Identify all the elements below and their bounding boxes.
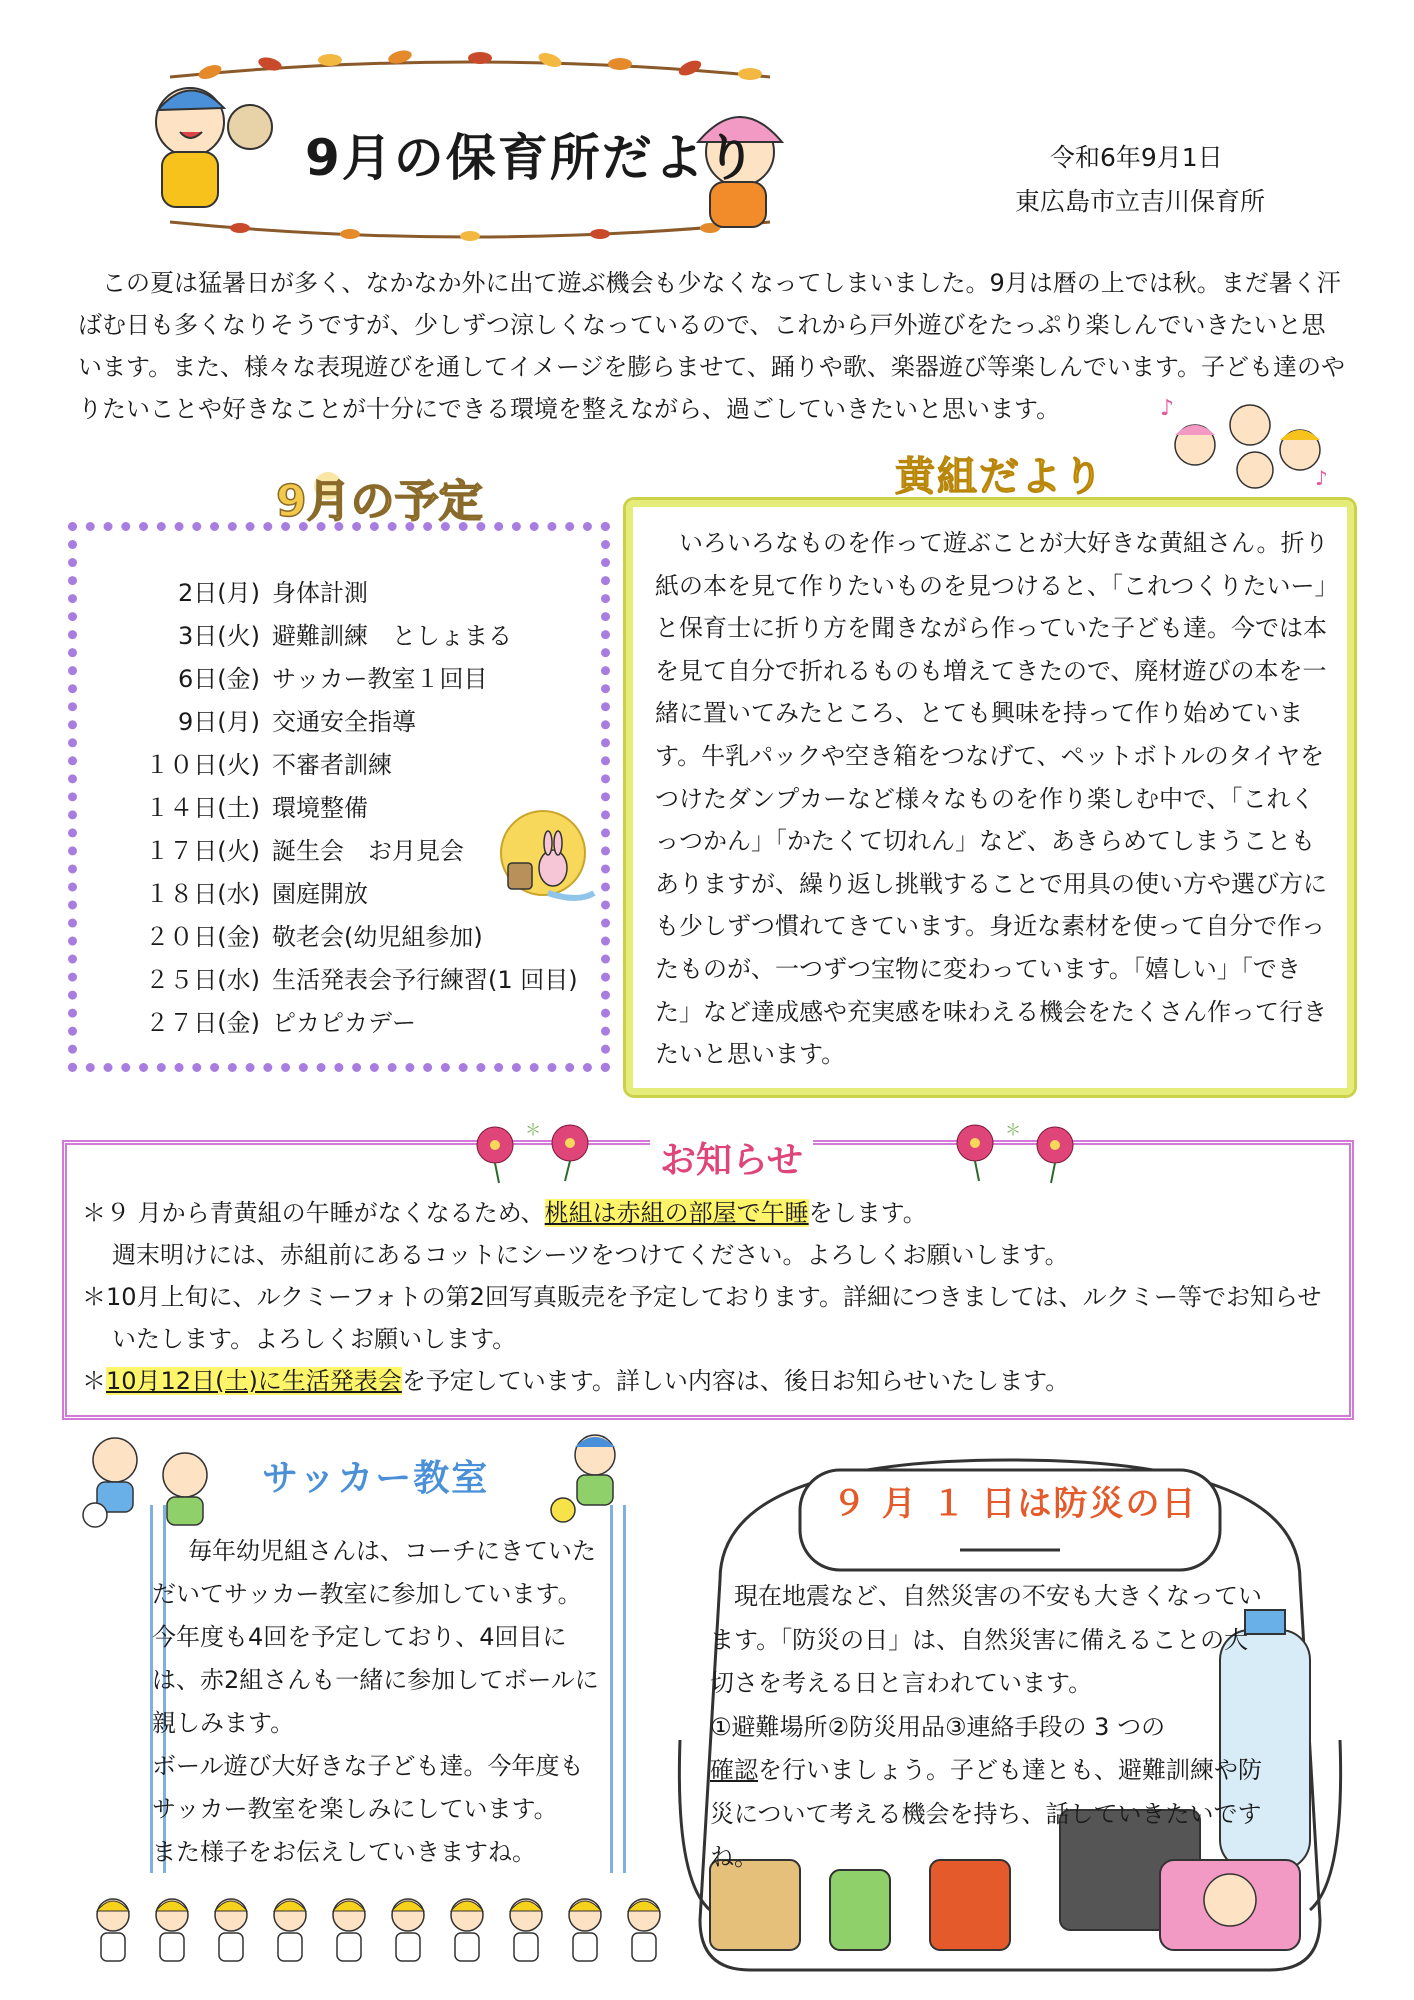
schedule-event: ピカピカデー <box>272 1009 416 1037</box>
schedule-row <box>110 744 392 787</box>
bousai-title: ９ 月 １ 日は防災の日 <box>832 1484 1198 1524</box>
schedule-event: 環境整備 <box>272 794 368 822</box>
soccer-text: 毎年幼児組さんは、コーチにきていただいてサッカー教室に参加しています。今年度も4回を予定しており、4回目には、赤2組さんも一緒に参加してボールに親しみます。 ボール遊び大好きな子ども達。今年度もサッカー教室を楽しみにしています。 また様子をお伝えしていきますね。 <box>152 1537 599 1866</box>
notice-item-1-continued: 週末明けには、赤組前にあるコットにシーツをつけてください。よろしくお願いします。 <box>112 1241 1069 1269</box>
schedule-heading-art <box>270 462 483 528</box>
notice-item-3: ＊10月12日(土)に生活発表会を予定しています。詳しい内容は、後日お知らせいたします。 <box>82 1367 1070 1395</box>
schedule-date: 9日(月) <box>178 708 260 736</box>
yellow-group-text: いろいろなものを作って遊ぶことが大好きな黄組さん。折り紙の本を見て作りたいものを見つけると、「これつくりたいー」と保育士に折り方を聞きながら作っていた子ども達。今では本を見て自分で折れるものも増えてきたので、廃材遊びの本を一緒に置いてみたところ、とても興味を持って作り始めています。牛乳パックや空き箱をつなげて、ペットボトルのタイヤをつけたダンプカーなど様々なものを作り楽しむ中で、「これくっつかん」「かたくて切れん」など、あきらめてしまうこともありますが、繰り返し挑戦することで用具の使い方や選び方にも少しずつ慣れてきています。身近な素材を使って自分で作ったものが、一つずつ宝物に変わっています。「嬉しい」「できた」など達成感や充実感を味わえる機会をたくさん作って行きたいと思います。 <box>655 529 1329 1069</box>
schedule-row <box>110 787 368 830</box>
dancing-children-illustration <box>1155 385 1335 495</box>
svg-text:＊: ＊ <box>525 1120 542 1139</box>
schedule-date: １０日(火) <box>145 751 260 779</box>
schedule-date: ２７日(金) <box>145 1009 260 1037</box>
schedule-date: 6日(金) <box>178 665 260 693</box>
running-kid-icon <box>333 1899 365 1961</box>
svg-text:♪: ♪ <box>1315 466 1328 490</box>
soccer-title: サッカー教室 <box>262 1458 490 1499</box>
yellow-group-title: 黄組だより <box>895 454 1105 500</box>
running-kid-icon <box>97 1899 129 1961</box>
schedule-row <box>110 1002 416 1045</box>
issue-date: 令和6年9月1日 <box>1050 143 1223 172</box>
schedule-date: 3日(火) <box>178 622 260 650</box>
running-kid-icon <box>215 1899 247 1961</box>
notice-text <box>82 1192 1337 1402</box>
svg-text:♪: ♪ <box>1160 396 1175 421</box>
notice-item-2: ＊10月上旬に、ルクミーフォトの第2回写真販売を予定しております。詳細につきましては、ルクミー等でお知らせいたします。よろしくお願いします。 <box>82 1283 1322 1353</box>
schedule-row <box>110 830 464 873</box>
svg-text:＊: ＊ <box>1005 1120 1022 1139</box>
soccer-border-right <box>610 1505 626 1873</box>
schedule-row <box>110 701 416 744</box>
schedule-date: 2日(月) <box>178 579 260 607</box>
schedule-date: １４日(土) <box>145 794 260 822</box>
page-title: 9月の保育所だより <box>305 129 758 187</box>
schedule-heading: 9月の予定 <box>276 476 483 527</box>
schedule-row <box>110 572 368 615</box>
schedule-date: １７日(火) <box>145 837 260 865</box>
running-kid-icon <box>510 1899 542 1961</box>
schedule-event: 敬老会(幼児組参加) <box>272 923 483 951</box>
intro-paragraph: この夏は猛暑日が多く、なかなか外に出て遊ぶ機会も少なくなってしまいました。9月は暦の上では秋。まだ暑く汗ばむ日も多くなりそうですが、少しずつ涼しくなっているので、これから戸外遊びをたっぷり楽しんでいきたいと思います。また、様々な表現遊びを通してイメージを膨らませて、踊りや歌、楽器遊び等楽しんでいます。子ども達のやりたいことや好きなことが十分にできる環境を整えながら、過ごしていきたいと思います。 <box>78 269 1345 423</box>
schedule-row <box>110 658 488 701</box>
running-kid-icon <box>451 1899 483 1961</box>
schedule-list <box>110 572 578 1045</box>
notice-item-1: ＊９ 月から青黄組の午睡がなくなるため、桃組は赤組の部屋で午睡をします。 <box>82 1199 927 1227</box>
schedule-row <box>110 873 368 916</box>
schedule-date: ２０日(金) <box>145 923 260 951</box>
notice-highlight-nap: 桃組は赤組の部屋で午睡 <box>544 1199 809 1227</box>
running-kid-icon <box>569 1899 601 1961</box>
organization-name: 東広島市立吉川保育所 <box>1015 187 1266 216</box>
schedule-event: 生活発表会予行練習(1 回目) <box>272 966 578 994</box>
schedule-event: サッカー教室１回目 <box>272 665 488 693</box>
notice-title: お知らせ <box>650 1132 813 1183</box>
schedule-row <box>110 916 483 959</box>
schedule-event: 園庭開放 <box>272 880 368 908</box>
running-kid-icon <box>392 1899 424 1961</box>
running-kids-border <box>85 1885 675 1985</box>
running-kid-icon <box>628 1899 660 1961</box>
schedule-date: １８日(水) <box>145 880 260 908</box>
schedule-row <box>110 959 578 1002</box>
moon-rabbit-illustration <box>488 808 598 908</box>
schedule-event: 交通安全指導 <box>272 708 416 736</box>
schedule-event: 誕生会 お月見会 <box>272 837 464 865</box>
running-kid-icon <box>274 1899 306 1961</box>
notice-highlight-recital: 10月12日(土)に生活発表会 <box>106 1367 402 1395</box>
schedule-row <box>110 615 512 658</box>
boy-illustration <box>156 88 272 207</box>
schedule-event: 避難訓練 としょまる <box>272 622 512 650</box>
schedule-event: 不審者訓練 <box>272 751 392 779</box>
schedule-event: 身体計測 <box>272 579 368 607</box>
schedule-date: ２５日(水) <box>145 966 260 994</box>
bousai-text: 現在地震など、自然災害の不安も大きくなっています。「防災の日」は、自然災害に備えることの大切さを考える日と言われています。 ①避難場所②防災用品③連絡手段の 3 つの 確認を行いましょう。子ども達とも、避難訓練や防災について考える機会を持ち、話していきたいですね。 <box>710 1582 1262 1871</box>
running-kid-icon <box>156 1899 188 1961</box>
